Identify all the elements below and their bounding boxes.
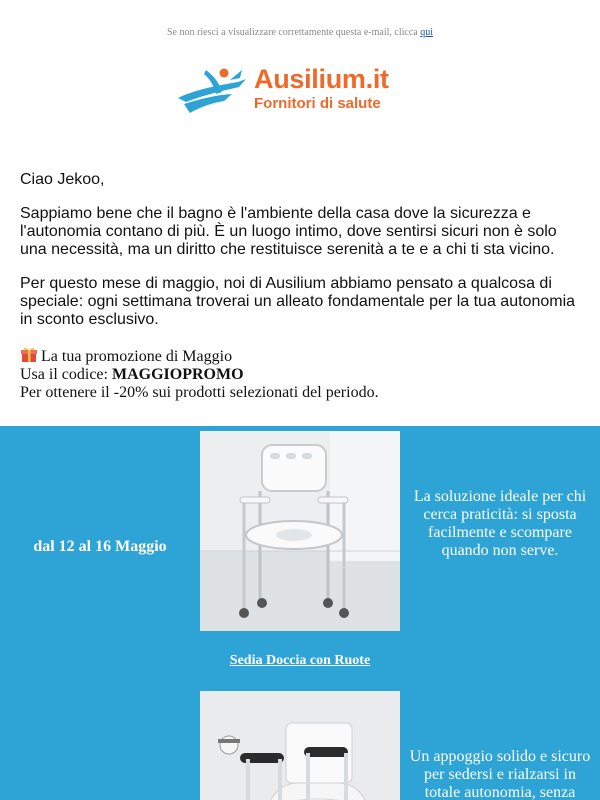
- product-description: Un appoggio solido e sicuro per sedersi e rialzarsi in totale autonomia, senza: [409, 748, 591, 800]
- preheader-text: Se non riesci a visualizzare correttamente questa e-mail, clicca: [167, 27, 421, 38]
- preheader: [0, 27, 600, 38]
- logo-brand: Ausilium.it: [254, 64, 389, 94]
- gift-icon: [20, 346, 38, 363]
- promo-code-line: [20, 366, 580, 384]
- product-image-toilet-frame[interactable]: [200, 691, 400, 800]
- ausilium-logo[interactable]: [176, 64, 406, 118]
- intro-paragraph: Sappiamo bene che il bagno è l'ambiente della casa dove la sicurezza e l'autonomia contano di più. È un luogo intimo, dove sentirsi sicuri non è solo una necessità, ma un diritto che restituisce serenità a te e a chi ti sta vicino.: [20, 205, 557, 258]
- may-paragraph: Per questo mese di maggio, noi di Ausilium abbiamo pensato a qualcosa di speciale: ogni settimana troverai un alleato fondamentale per la tua autonomia in sconto esclusivo.: [20, 275, 576, 328]
- promo-code-label: Usa il codice:: [20, 366, 112, 383]
- promo-code: MAGGIOPROMO: [111, 366, 244, 383]
- view-online-link[interactable]: qui: [420, 27, 433, 38]
- logo-tagline: Fornitori di salute: [254, 95, 381, 112]
- products-band: [0, 426, 600, 800]
- promo-details: Per ottenere il -20% sui prodotti selezionati del periodo.: [20, 384, 379, 401]
- promo-title: La tua promozione di Maggio: [41, 348, 233, 365]
- product-link-shower-chair[interactable]: Sedia Doccia con Ruote: [229, 653, 371, 668]
- logo-mark-icon: [176, 64, 254, 118]
- product-image-shower-chair[interactable]: [200, 431, 400, 631]
- product-description: La soluzione ideale per chi cerca praticità: si sposta facilmente e scompare quando non serve.: [413, 488, 587, 559]
- greeting: Ciao Jekoo,: [20, 171, 105, 188]
- promo-title-line: [20, 346, 580, 366]
- promo-block: [20, 346, 580, 402]
- product-date: dal 12 al 16 Maggio: [33, 538, 167, 555]
